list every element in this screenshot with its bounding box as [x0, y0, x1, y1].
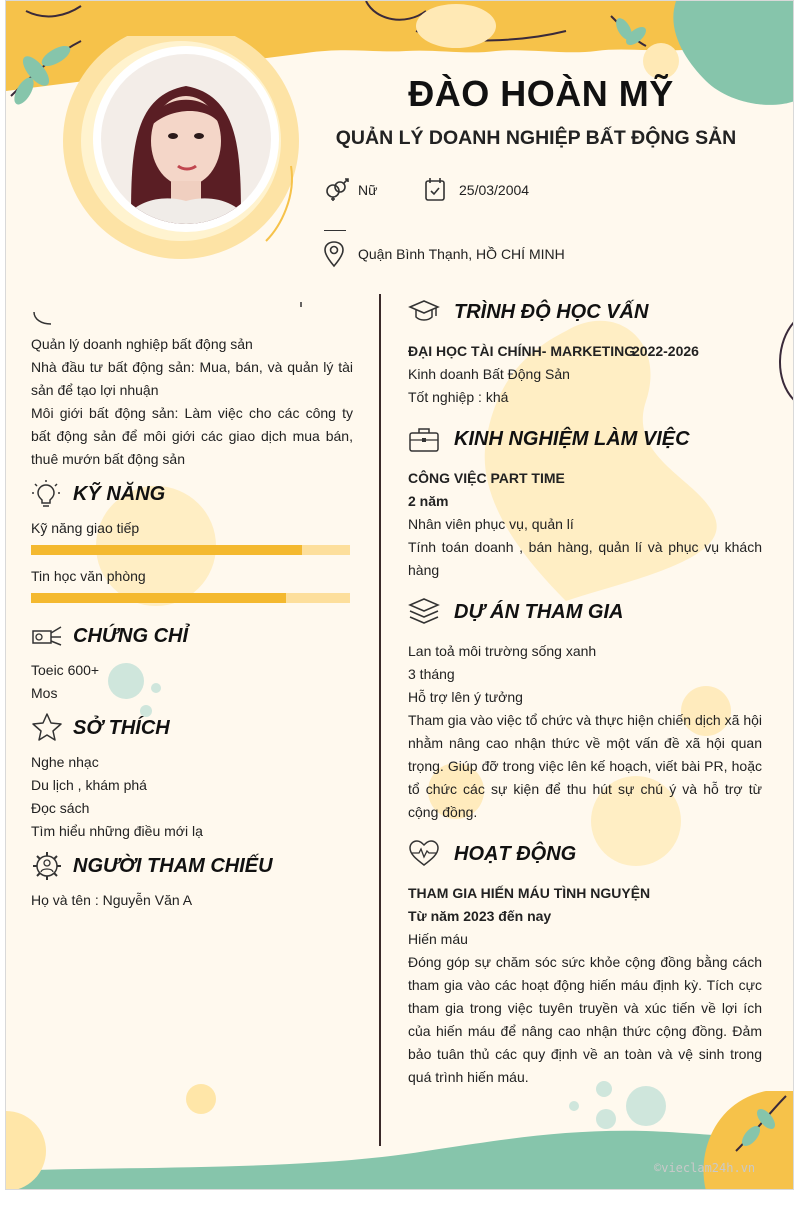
layers-icon	[408, 597, 440, 627]
birthdate-value: 25/03/2004	[459, 182, 530, 198]
hobby-item: Tìm hiểu những điều mới lạ	[31, 823, 203, 839]
objective-line-3: Môi giới bất động sản: Làm việc cho các công ty bất động sản để môi giới các giao dịch mua bán, thuê mướn bất động sản	[31, 405, 353, 467]
project-name: Lan toả môi trường sống xanh	[408, 643, 597, 659]
objective-line-2: Nhà đầu tư bất động sản: Mua, bán, và quản lý tài sản để tạo lợi nhuận	[31, 359, 353, 398]
projects-heading: DỰ ÁN THAM GIA	[454, 601, 624, 623]
objective-icon	[31, 297, 306, 327]
lightbulb-icon	[31, 479, 61, 509]
references-heading: NGƯỜI THAM CHIẾU	[73, 855, 273, 877]
job-title: QUẢN LÝ DOANH NGHIỆP BẤT ĐỘNG SẢN	[335, 127, 737, 149]
skill-label: Tin học văn phòng	[31, 568, 146, 584]
gender-value: Nữ	[358, 182, 378, 198]
location-icon	[323, 241, 345, 268]
experience-job: CÔNG VIỆC PART TIME	[408, 470, 565, 486]
heart-pulse-icon	[408, 839, 440, 867]
skill-label: Kỹ năng giao tiếp	[31, 520, 140, 536]
project-desc: Tham gia vào việc tổ chức và thực hiện chiến dịch xã hội nhằm nâng cao nhận thức về một vấn đề xã hội quan trọng. Giúp đỡ trong việc lên kế hoạch, viết bài PR, hoặc tổ chức các sự kiện để thu hút sự chú ý và hỗ trợ từ cộng đồng.	[408, 712, 762, 820]
skill-bar-fill	[31, 593, 286, 603]
avatar	[61, 36, 311, 266]
experience-desc: Tính toán doanh , bán hàng, quản lí và phục vụ khách hàng	[408, 539, 762, 578]
hobbies-heading: SỞ THÍCH	[73, 717, 170, 739]
graduation-cap-icon	[408, 298, 440, 324]
hobby-item: Nghe nhạc	[31, 754, 99, 770]
education-heading: TRÌNH ĐỘ HỌC VẤN	[454, 301, 649, 323]
certificate-icon	[31, 623, 63, 649]
skills-heading: KỸ NĂNG	[73, 483, 166, 505]
activity-role: Hiến máu	[408, 931, 468, 947]
activities-heading: HOẠT ĐỘNG	[454, 843, 577, 865]
gender-icon	[324, 178, 350, 202]
watermark: ©vieclam24h.vn	[654, 1161, 756, 1175]
reference-gear-icon	[31, 850, 63, 882]
certificate-item: Toeic 600+	[31, 662, 100, 678]
reference-item: Họ và tên : Nguyễn Văn A	[31, 892, 193, 908]
education-grade: Tốt nghiệp : khá	[408, 389, 509, 405]
skill-bar	[31, 593, 350, 603]
skill-bar-fill	[31, 545, 302, 555]
activity-desc: Đóng góp sự chăm sóc sức khỏe cộng đồng bằng cách tham gia vào các hoạt động hiến máu định kỳ. Tích cực tham gia trong việc tuyên truyền và xúc tiến về lợi ích của hiến máu để nâng cao nhận thức cộng đồng. Đảm bảo tuân thủ các quy định về an toàn và vệ sinh trong quá trình hiến máu.	[408, 954, 762, 1085]
project-duration: 3 tháng	[408, 666, 455, 682]
education-major: Kinh doanh Bất Động Sản	[408, 366, 570, 382]
hobby-item: Đọc sách	[31, 800, 90, 816]
education-years: 2022-2026	[632, 343, 699, 359]
cv-page	[5, 0, 794, 1190]
experience-heading: KINH NGHIỆM LÀM VIỆC	[454, 428, 690, 450]
skill-bar	[31, 545, 350, 555]
experience-duration: 2 năm	[408, 493, 449, 509]
objective-line-1: Quản lý doanh nghiệp bất động sản	[31, 336, 253, 352]
briefcase-icon	[408, 426, 440, 454]
activity-name: THAM GIA HIẾN MÁU TÌNH NGUYỆN	[408, 885, 651, 901]
project-role: Hỗ trợ lên ý tưởng	[408, 689, 523, 705]
hobby-item: Du lịch , khám phá	[31, 777, 147, 793]
candidate-name: ĐÀO HOÀN MỸ	[408, 73, 674, 114]
star-icon	[31, 712, 63, 742]
experience-role: Nhân viên phục vụ, quản lí	[408, 516, 574, 532]
activity-period: Từ năm 2023 đến nay	[408, 908, 552, 924]
info-divider	[324, 230, 346, 231]
column-divider	[379, 294, 381, 1146]
certificate-item: Mos	[31, 685, 58, 701]
address-value: Quận Bình Thạnh, HỒ CHÍ MINH	[358, 246, 565, 262]
certificates-heading: CHỨNG CHỈ	[73, 625, 189, 647]
calendar-icon	[424, 177, 446, 202]
education-school: ĐẠI HỌC TÀI CHÍNH- MARKETING	[408, 343, 636, 359]
